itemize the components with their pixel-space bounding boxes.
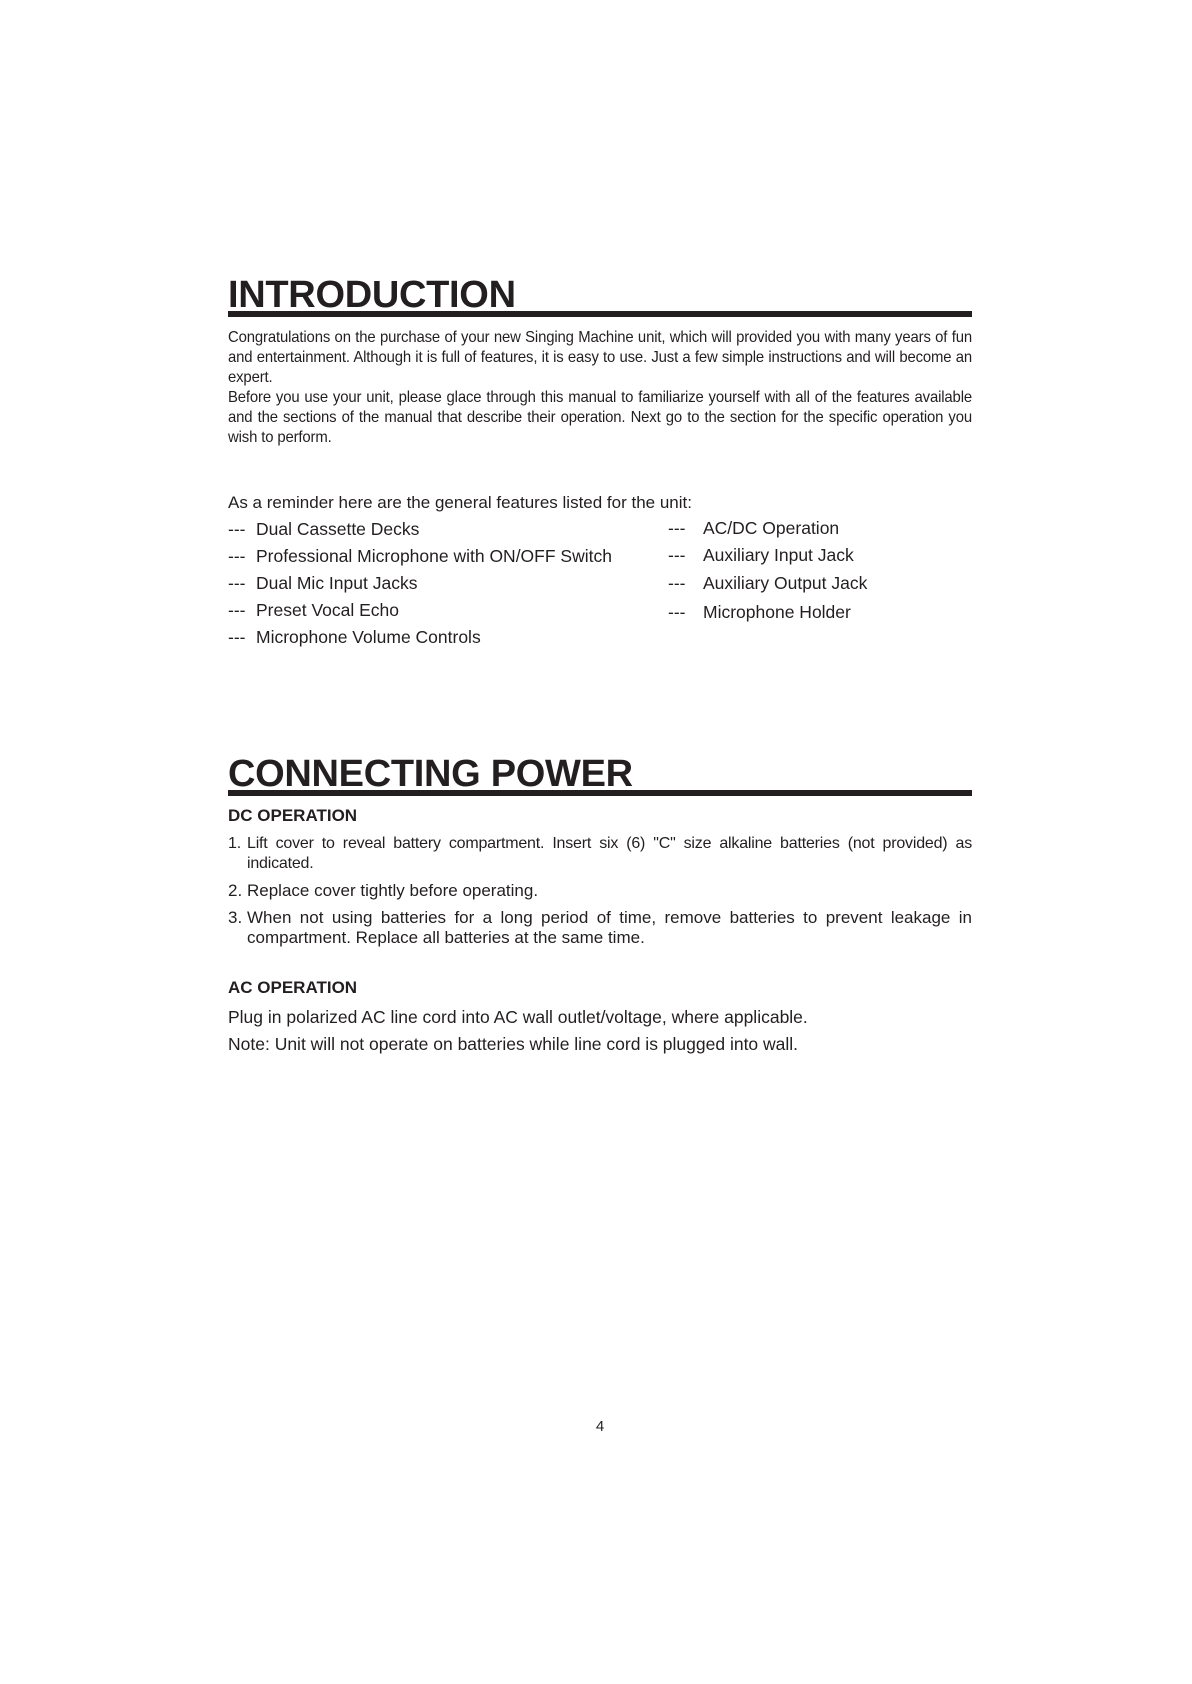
ac-operation-heading: AC OPERATION xyxy=(228,978,358,997)
connecting-power-heading: CONNECTING POWER xyxy=(228,754,972,796)
feature-item xyxy=(228,545,612,567)
introduction-heading: INTRODUCTION xyxy=(228,275,972,317)
feature-label: Microphone Volume Controls xyxy=(256,627,481,647)
feature-item xyxy=(668,601,851,623)
dc-step xyxy=(228,834,972,874)
dash-marker: --- xyxy=(668,602,686,622)
feature-label: Professional Microphone with ON/OFF Switch xyxy=(256,546,612,566)
dash-marker: --- xyxy=(228,546,246,566)
feature-label: Auxiliary Input Jack xyxy=(703,545,854,565)
feature-item xyxy=(228,599,399,621)
dc-step xyxy=(228,881,972,901)
dash-marker: --- xyxy=(668,545,686,565)
intro-paragraph-2: Before you use your unit, please glace through this manual to familiarize yourself with all of the features available and the sections of the manual that describe their operation. Next go to the section for the specific operation you wish to perform. xyxy=(228,389,972,446)
feature-item xyxy=(228,626,481,648)
feature-label: Dual Cassette Decks xyxy=(256,519,420,539)
feature-item xyxy=(668,517,839,539)
feature-item xyxy=(228,518,419,540)
dc-step xyxy=(228,908,972,948)
feature-item xyxy=(668,572,867,594)
dash-marker: --- xyxy=(228,600,246,620)
dash-marker: --- xyxy=(228,519,246,539)
feature-label: Dual Mic Input Jacks xyxy=(256,573,418,593)
feature-item xyxy=(228,572,417,594)
feature-label: AC/DC Operation xyxy=(703,518,840,538)
step-text: Lift cover to reveal battery compartment. Insert six (6) "C" size alkaline batteries (not provided) as indicated. xyxy=(247,835,972,872)
feature-item xyxy=(668,544,854,566)
ac-instruction: Plug in polarized AC line cord into AC wall outlet/voltage, where applicable. xyxy=(228,1007,808,1027)
feature-label: Microphone Holder xyxy=(703,602,851,622)
page-number: 4 xyxy=(595,1418,605,1435)
dash-marker: --- xyxy=(668,573,686,593)
step-number: 1. xyxy=(228,835,241,852)
feature-label: Preset Vocal Echo xyxy=(256,600,399,620)
feature-label: Auxiliary Output Jack xyxy=(703,573,868,593)
dc-operation-heading: DC OPERATION xyxy=(228,806,358,825)
step-text: When not using batteries for a long period of time, remove batteries to prevent leakage in compartment. Replace all batteries at the same time. xyxy=(247,908,972,947)
step-text: Replace cover tightly before operating. xyxy=(247,881,539,900)
intro-paragraph-1: Congratulations on the purchase of your new Singing Machine unit, which will provided you with many years of fun and entertainment. Although it is full of features, it is easy to use. Just a few simple instructions and will become an expert. xyxy=(228,329,972,386)
dash-marker: --- xyxy=(668,518,686,538)
step-number: 2. xyxy=(228,881,243,900)
step-number: 3. xyxy=(228,908,243,927)
features-intro-text: As a reminder here are the general features listed for the unit: xyxy=(228,493,692,512)
ac-note: Note: Unit will not operate on batteries while line cord is plugged into wall. xyxy=(228,1034,799,1054)
dash-marker: --- xyxy=(228,573,246,593)
dash-marker: --- xyxy=(228,627,246,647)
